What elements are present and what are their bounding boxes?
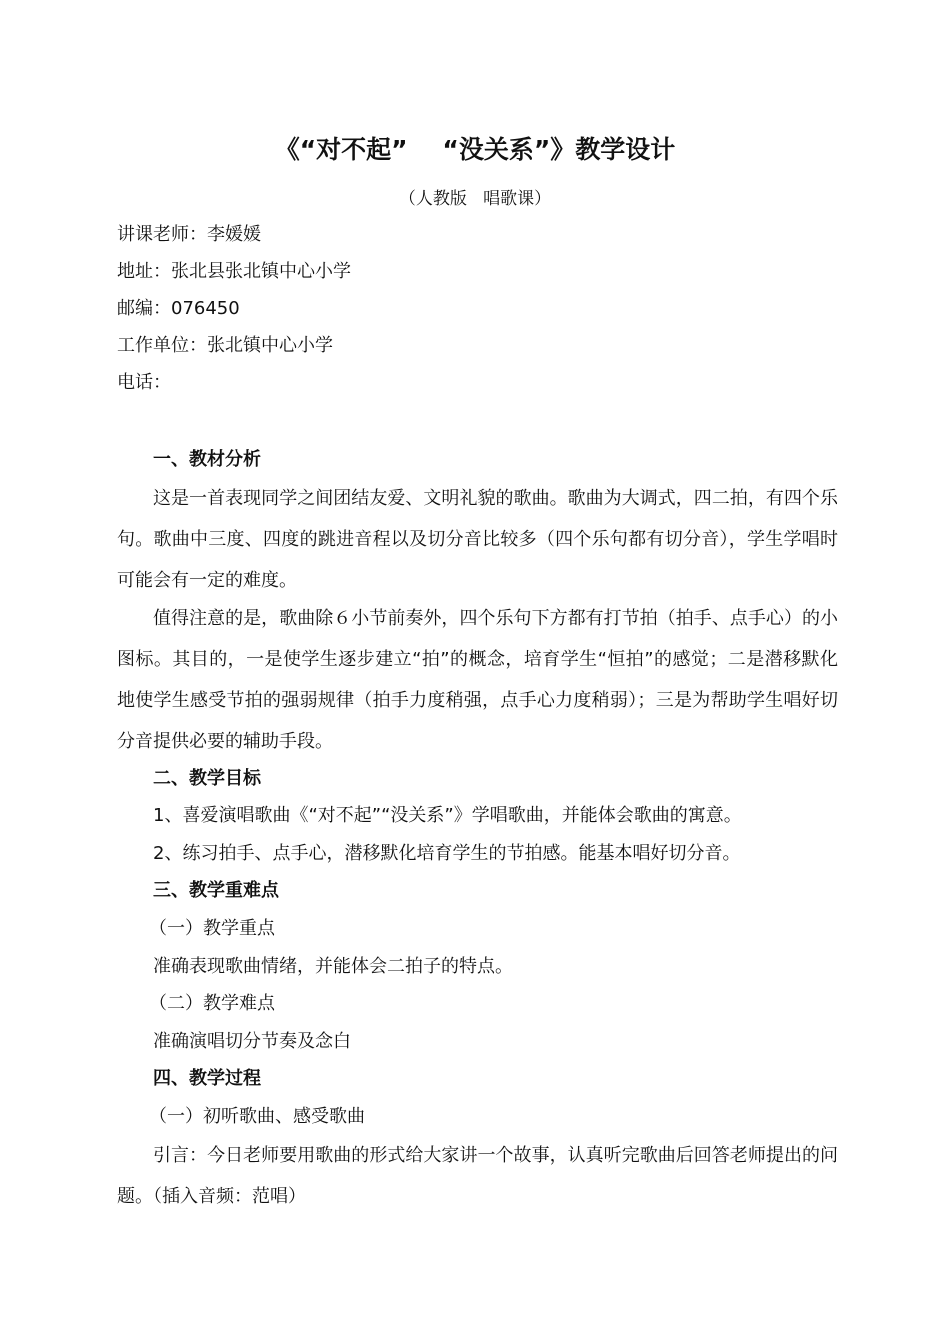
document-title: 《“对不起” “没关系”》教学设计: [274, 135, 676, 164]
author-info: [117, 221, 837, 406]
section-heading-analysis: 一、教材分析: [153, 449, 261, 470]
process-paragraph-1: 引言：今日老师要用歌曲的形式给大家讲一个故事，认真听完歌曲后回答老师提出的问题。（插入音频：范唱）: [117, 1144, 838, 1207]
section-heading-process: 四、教学过程: [153, 1068, 261, 1090]
document-body: [117, 446, 838, 1220]
difficulty-subheading: （二）教学难点: [149, 993, 275, 1015]
analysis-paragraph-1: 这是一首表现同学之间团结友爱、文明礼貌的歌曲。歌曲为大调式，四二拍，有四个乐句。歌曲中三度、四度的跳进音程以及切分音比较多（四个乐句都有切分音），学生学唱时可能会有一定的难度。: [117, 487, 838, 591]
phone-line: 电话：: [117, 372, 171, 393]
section-heading-key-points: 三、教学重难点: [153, 880, 279, 902]
process-subheading-1: （一）初听歌曲、感受歌曲: [149, 1105, 365, 1127]
key-point-text: 准确表现歌曲情绪，并能体会二拍子的特点。: [153, 955, 513, 977]
goal-item-1: 1、喜爱演唱歌曲《“对不起”“没关系”》学唱歌曲，并能体会歌曲的寓意。: [153, 805, 742, 827]
analysis-paragraph-2: 值得注意的是，歌曲除６小节前奏外，四个乐句下方都有打节拍（拍手、点手心）的小图标。其目的，一是使学生逐步建立“拍”的概念，培育学生“恒拍”的感觉；二是潜移默化地使学生感受节拍的强弱规律（拍手力度稍强，点手心力度稍弱）；三是为帮助学生唱好切分音提供必要的辅助手段。: [117, 607, 838, 752]
unit-line: 工作单位：张北镇中心小学: [117, 335, 333, 356]
address-line: 地址：张北县张北镇中心小学: [117, 261, 351, 282]
postcode-line: 邮编：076450: [117, 298, 240, 319]
difficulty-text: 准确演唱切分节奏及念白: [153, 1030, 351, 1052]
goal-item-2: 2、练习拍手、点手心，潜移默化培育学生的节拍感。能基本唱好切分音。: [153, 842, 741, 864]
teacher-line: 讲课老师：李媛媛: [117, 224, 261, 245]
document-subtitle: （人教版 唱歌课）: [398, 189, 552, 209]
key-point-subheading: （一）教学重点: [149, 917, 275, 939]
section-heading-goals: 二、教学目标: [153, 767, 261, 789]
